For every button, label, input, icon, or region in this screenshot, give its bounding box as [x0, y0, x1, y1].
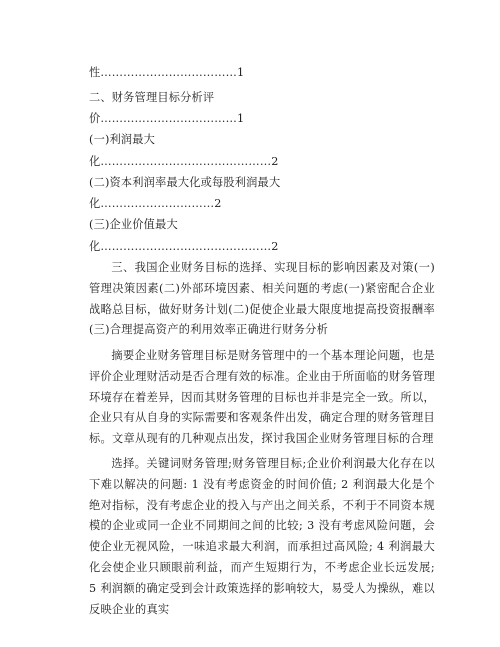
toc-entry: 化………………………………………2 — [89, 240, 279, 253]
toc-entry: 价………………………………1 — [89, 112, 245, 125]
toc-entry: 化…………………………2 — [89, 197, 222, 210]
abstract-paragraph: 摘要企业财务管理目标是财务管理中的一个基本理论问题，也是评价企业理财活动是否合理有效的标准。企业由于所面临的财务管理环境存在着差异，因而其财务管理的目标也并非是完全一致。所以，企业只有从自身的实际需要和客观条件出发，确定合理的财务管理目标。文章从现有的几种观点出发，探讨我国企业财务管理目标的合理 — [89, 349, 435, 446]
body-paragraph: 选择。关键词财务管理;财务管理目标;企业价利润最大化存在以下难以解决的问题: 1 没有考虑资金的时间价值; 2 利润最大化是个绝对指标，没有考虑企业的投入与产出之间关系，不利于不同资本规模的企业或同一企业不同期间之间的比较; 3 没有考虑风险问题，会使企业无视风险，一味追求最大利润，而承担过高风险; 4 利润最大化会使企业只顾眼前利益，而产生短期行为，不考虑企业长远发展; 5 利润额的确定受到会计政策选择的影响较大，易受人为操纵，难以反映企业的真实 — [89, 457, 435, 616]
toc-entry: 性………………………………1 — [89, 66, 245, 79]
toc-entry: 化………………………………………2 — [89, 155, 279, 168]
toc-entry: (二)资本利润率最大化或每股利润最大 — [89, 176, 281, 189]
toc-entry: (一)利润最大 — [89, 133, 156, 146]
section-three-heading: 三、我国企业财务目标的选择、实现目标的影响因素及对策(一)管理决策因素(二)外部环境因素、相关问题的考虑(一)紧密配合企业战略总目标，做好财务计划(二)促使企业最大限度地提高投资报酬率(三)合理提高资产的利用效率正确进行财务分析 — [89, 261, 435, 337]
toc-entry: 二、财务管理目标分析评 — [89, 91, 215, 104]
toc-entry: (三)企业价值最大 — [89, 218, 178, 231]
